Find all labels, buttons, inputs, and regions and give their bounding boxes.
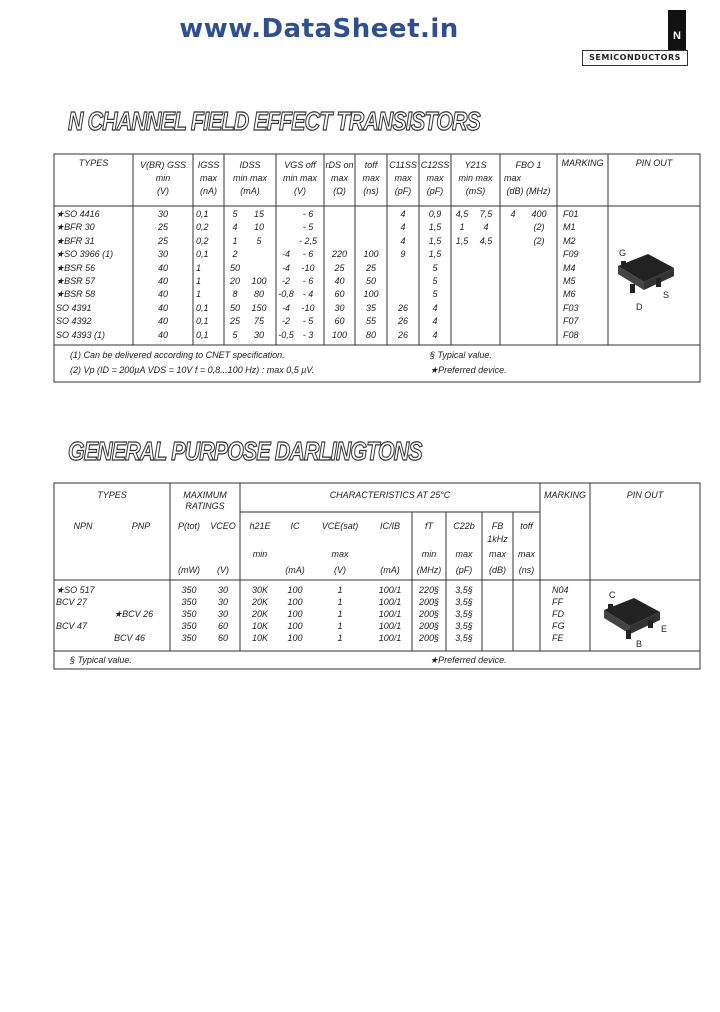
fet-cell-toff: 35 bbox=[365, 302, 376, 313]
darl-pin-c: C bbox=[609, 590, 616, 600]
darl-cell-ft: 200§ bbox=[418, 609, 440, 619]
darl-cell-ptot: 350 bbox=[181, 621, 197, 631]
fet-cell-vgs-max: - 3 bbox=[302, 329, 314, 340]
darl-header-ft-min: min bbox=[421, 549, 437, 559]
fet-cell-vgs-max: -10 bbox=[301, 262, 315, 273]
fet-cell-marking: F08 bbox=[563, 329, 579, 340]
fet-header-c11ss: C11SS bbox=[389, 160, 417, 170]
darl-header-vce-max: max bbox=[331, 549, 349, 559]
darl-cell-h21e: 20K bbox=[251, 597, 268, 607]
darl-header-fb-max: max bbox=[488, 549, 506, 559]
fet-header-idss-sub: min max bbox=[232, 173, 267, 183]
fet-cell-rds: 60 bbox=[334, 289, 345, 300]
fet-cell-idss-max: 100 bbox=[251, 276, 267, 286]
fet-cell-vgs-min: -2 bbox=[281, 276, 290, 286]
fet-cell-vgs-max: - 6 bbox=[302, 276, 314, 286]
fet-cell-idss-max: 10 bbox=[253, 222, 264, 233]
fet-header-marking: MARKING bbox=[561, 158, 604, 168]
darl-cell-npn: BCV 27 bbox=[56, 597, 88, 607]
fet-cell-c11: 26 bbox=[397, 329, 408, 340]
darl-cell-ic: 100 bbox=[287, 633, 303, 643]
darl-unit-c22b: (pF) bbox=[455, 565, 473, 575]
fet-cell-type: ★SO 3966 (1) bbox=[56, 249, 114, 260]
fet-cell-idss-max: 5 bbox=[256, 235, 262, 246]
fet-header-igss-sub: max bbox=[199, 173, 217, 183]
darl-header-ic: IC bbox=[290, 521, 300, 531]
brand-logo: N bbox=[668, 10, 686, 50]
darl-cell-ft: 200§ bbox=[418, 621, 440, 631]
fet-cell-type: ★BSR 56 bbox=[56, 262, 96, 273]
fet-cell-vbr: 25 bbox=[157, 222, 168, 233]
fet-cell-marking: F09 bbox=[563, 249, 579, 260]
darl-header-pnp: PNP bbox=[131, 521, 151, 531]
darl-cell-icib: 100/1 bbox=[378, 597, 402, 607]
fet-cell-vgs-max: - 6 bbox=[302, 209, 314, 219]
fet-header-fbo: FBO 1 bbox=[515, 160, 542, 170]
fet-cell-c12: 0,9 bbox=[428, 209, 442, 219]
fet-header-c12ss-unit: (pF) bbox=[426, 186, 444, 196]
darl-header-vcesat: VCE(sat) bbox=[321, 521, 359, 531]
fet-cell-vgs-min: -2 bbox=[281, 316, 290, 327]
fet-cell-vgs-min: -4 bbox=[281, 249, 290, 260]
fet-cell-vgs-max: - 5 bbox=[302, 222, 314, 233]
fet-cell-idss-min: 4 bbox=[232, 222, 238, 233]
darl-cell-c22b: 3,5§ bbox=[455, 597, 473, 607]
darl-note-typical: § Typical value. bbox=[70, 655, 132, 665]
fet-cell-c12: 4 bbox=[432, 316, 438, 327]
darl-unit-ic: (mA) bbox=[285, 565, 305, 575]
fet-header-igss: IGSS bbox=[197, 160, 220, 170]
darl-cell-c22b: 3,5§ bbox=[455, 585, 473, 595]
darl-header-marking: MARKING bbox=[543, 490, 586, 500]
fet-cell-vbr: 40 bbox=[157, 316, 168, 327]
fet-header-c12ss-sub: max bbox=[426, 173, 444, 183]
darl-pin-e: E bbox=[661, 624, 668, 634]
fet-header-rdson: rDS on bbox=[325, 160, 354, 170]
fet-cell-idss-min: 50 bbox=[229, 302, 240, 313]
fet-cell-c11: 4 bbox=[400, 209, 406, 219]
fet-cell-fbo-mhz: (2) bbox=[533, 222, 545, 233]
fet-cell-rds: 25 bbox=[334, 262, 345, 273]
darl-cell-vcesat: 1 bbox=[337, 621, 343, 631]
fet-cell-marking: M4 bbox=[563, 262, 576, 273]
darl-cell-marking: FF bbox=[552, 597, 563, 607]
fet-cell-fbo-db: 4 bbox=[510, 209, 516, 219]
fet-cell-type: ★BFR 31 bbox=[56, 235, 95, 246]
fet-cell-c11: 26 bbox=[397, 316, 408, 327]
brand-name: SEMICONDUCTORS bbox=[582, 50, 688, 66]
darl-cell-vcesat: 1 bbox=[337, 597, 343, 607]
darl-header-toff-max: max bbox=[517, 549, 535, 559]
fet-cell-idss-min: 5 bbox=[232, 329, 238, 340]
fet-header-pinout: PIN OUT bbox=[635, 158, 673, 168]
fet-header-y21s-sub: min max bbox=[458, 173, 493, 183]
fet-cell-type: SO 4393 (1) bbox=[56, 329, 106, 340]
fet-cell-idss-min: 8 bbox=[232, 289, 238, 300]
fet-cell-vgs-min: -0,5 bbox=[278, 329, 294, 340]
fet-cell-y21s-min: 4,5 bbox=[455, 209, 469, 219]
fet-header-toff: toff bbox=[364, 160, 378, 170]
fet-cell-vgs-max: - 2,5 bbox=[298, 235, 317, 246]
darl-header-h21e-min: min bbox=[252, 549, 268, 559]
darl-header-max-ratings: MAXIMUM RATINGS bbox=[183, 490, 227, 511]
fet-cell-type: SO 4391 bbox=[56, 302, 92, 313]
darl-cell-marking: FG bbox=[552, 621, 565, 631]
fet-cell-c11: 9 bbox=[400, 249, 406, 260]
darl-cell-h21e: 30K bbox=[251, 585, 268, 595]
fet-cell-rds: 100 bbox=[331, 329, 348, 340]
darl-cell-icib: 100/1 bbox=[378, 621, 402, 631]
darl-cell-npn: ★SO 517 bbox=[56, 585, 95, 595]
fet-note-typical: § Typical value. bbox=[430, 350, 492, 360]
darl-header-fb: FB bbox=[491, 521, 504, 531]
darl-cell-ic: 100 bbox=[287, 597, 303, 607]
fet-cell-vbr: 40 bbox=[157, 302, 168, 313]
darl-unit-toff: (ns) bbox=[518, 565, 535, 575]
fet-cell-c12: 1,5 bbox=[428, 235, 442, 246]
fet-cell-igss: 0,1 bbox=[196, 302, 209, 313]
fet-cell-rds: 60 bbox=[334, 316, 345, 327]
fet-cell-vbr: 30 bbox=[157, 249, 168, 260]
fet-header-idss: IDSS bbox=[239, 160, 261, 170]
fet-cell-marking: F03 bbox=[563, 302, 579, 313]
darl-cell-h21e: 20K bbox=[251, 609, 268, 619]
fet-cell-marking: F07 bbox=[563, 316, 579, 327]
fet-cell-igss: 0,1 bbox=[196, 209, 209, 219]
fet-cell-igss: 0,1 bbox=[196, 329, 209, 340]
fet-cell-marking: F01 bbox=[563, 209, 579, 219]
darl-cell-vcesat: 1 bbox=[337, 633, 343, 643]
fet-cell-idss-min: 5 bbox=[232, 209, 238, 219]
fet-cell-y21s-max: 4,5 bbox=[479, 235, 493, 246]
fet-cell-c12: 1,5 bbox=[428, 222, 442, 233]
darl-unit-fb: (dB) bbox=[488, 565, 506, 575]
fet-pin-s: S bbox=[663, 290, 670, 300]
fet-cell-c11: 26 bbox=[397, 302, 408, 313]
fet-cell-toff: 80 bbox=[365, 329, 376, 340]
fet-cell-vgs-max: -10 bbox=[301, 302, 315, 313]
fet-header-vgsoff: VGS off bbox=[284, 160, 316, 170]
sot23-darlington-package-drawing bbox=[598, 592, 670, 650]
darl-unit-vceo: (V) bbox=[217, 565, 229, 575]
darl-unit-ft: (MHz) bbox=[416, 565, 442, 575]
darl-header-h21e: h21E bbox=[249, 521, 271, 531]
fet-cell-y21s-min: 1 bbox=[459, 222, 465, 233]
fet-note-preferred: ★Preferred device. bbox=[430, 365, 507, 375]
fet-cell-igss: 1 bbox=[196, 289, 202, 300]
fet-cell-toff: 55 bbox=[365, 316, 376, 327]
fet-cell-y21s-max: 4 bbox=[483, 222, 489, 233]
darl-cell-ic: 100 bbox=[287, 609, 303, 619]
fet-cell-c12: 4 bbox=[432, 302, 438, 313]
fet-cell-c11: 4 bbox=[400, 235, 406, 246]
fet-cell-igss: 0,2 bbox=[196, 222, 209, 233]
darl-cell-ic: 100 bbox=[287, 621, 303, 631]
darl-header-pinout: PIN OUT bbox=[626, 490, 664, 500]
fet-cell-vgs-min: -4 bbox=[281, 262, 290, 273]
fet-header-vbr-unit: (V) bbox=[157, 186, 169, 196]
darl-header-characteristics: CHARACTERISTICS AT 25°C bbox=[329, 490, 451, 500]
fet-header-c12ss: C12SS bbox=[420, 160, 450, 170]
fet-cell-c12: 5 bbox=[432, 289, 438, 300]
darl-cell-ptot: 350 bbox=[181, 633, 197, 643]
fet-cell-marking: M6 bbox=[563, 289, 576, 300]
darl-cell-vceo: 60 bbox=[217, 633, 228, 643]
fet-cell-vbr: 40 bbox=[157, 289, 168, 300]
fet-cell-vgs-max: - 5 bbox=[302, 316, 314, 327]
fet-cell-idss-max: 30 bbox=[253, 329, 264, 340]
fet-header-vgsoff-unit: (V) bbox=[294, 186, 306, 196]
darl-cell-ptot: 350 bbox=[181, 597, 197, 607]
darl-cell-vcesat: 1 bbox=[337, 609, 343, 619]
fet-cell-fbo-mhz: 400 bbox=[531, 209, 547, 219]
fet-cell-igss: 0,1 bbox=[196, 249, 209, 260]
fet-cell-type: ★BFR 30 bbox=[56, 222, 95, 233]
fet-header-igss-unit: (nA) bbox=[199, 186, 217, 196]
fet-cell-idss-max: 15 bbox=[253, 209, 264, 219]
fet-cell-type: SO 4392 bbox=[56, 316, 92, 327]
fet-header-fbo-sub: max bbox=[504, 173, 522, 183]
darl-header-npn: NPN bbox=[73, 521, 93, 531]
fet-note-2: (2) Vp (ID = 200µA VDS = 10V f = 0,8...100 Hz) : max 0,5 µV. bbox=[70, 365, 315, 375]
fet-header-fbo-unit: (dB) (MHz) bbox=[506, 186, 551, 196]
fet-cell-idss-max: 75 bbox=[253, 316, 264, 327]
darl-cell-icib: 100/1 bbox=[378, 585, 402, 595]
darl-header-types: TYPES bbox=[97, 490, 127, 500]
fet-header-y21s: Y21S bbox=[464, 160, 487, 170]
darl-cell-vceo: 30 bbox=[217, 609, 228, 619]
fet-cell-igss: 1 bbox=[196, 262, 202, 273]
fet-cell-type: ★SO 4416 bbox=[56, 209, 100, 219]
darl-header-vceo: VCEO bbox=[210, 521, 236, 531]
fet-cell-idss-max: 150 bbox=[251, 302, 267, 313]
fet-cell-fbo-mhz: (2) bbox=[533, 235, 545, 246]
fet-header-vgsoff-sub: min max bbox=[282, 173, 317, 183]
darl-cell-marking: FE bbox=[552, 633, 564, 643]
fet-header-vbr-sub: min bbox=[155, 173, 171, 183]
darl-cell-ptot: 350 bbox=[181, 609, 197, 619]
fet-header-idss-unit: (mA) bbox=[240, 186, 260, 196]
darl-pin-b: B bbox=[636, 639, 643, 649]
fet-cell-marking: M2 bbox=[563, 235, 576, 246]
fet-cell-type: ★BSR 57 bbox=[56, 276, 96, 286]
darl-cell-h21e: 10K bbox=[251, 633, 268, 643]
fet-cell-vbr: 30 bbox=[157, 209, 168, 219]
fet-header-toff-sub: max bbox=[362, 173, 380, 183]
fet-header-vbr: V(BR) GSS bbox=[139, 160, 186, 170]
darl-cell-h21e: 10K bbox=[251, 621, 268, 631]
fet-header-rdson-sub: max bbox=[330, 173, 348, 183]
darl-cell-pnp: BCV 46 bbox=[114, 633, 146, 643]
fet-cell-c12: 1,5 bbox=[428, 249, 442, 260]
fet-cell-idss-min: 20 bbox=[229, 276, 240, 286]
fet-cell-toff: 100 bbox=[363, 249, 379, 260]
fet-cell-toff: 25 bbox=[365, 262, 376, 273]
fet-cell-c11: 4 bbox=[400, 222, 406, 233]
fet-cell-idss-max: 80 bbox=[253, 289, 264, 300]
darl-cell-vceo: 30 bbox=[217, 597, 228, 607]
fet-cell-vgs-max: - 4 bbox=[302, 289, 314, 300]
fet-header-c11ss-unit: (pF) bbox=[394, 186, 412, 196]
darl-cell-vceo: 30 bbox=[217, 585, 228, 595]
fet-cell-vbr: 40 bbox=[157, 329, 168, 340]
fet-cell-rds: 30 bbox=[334, 302, 345, 313]
fet-cell-idss-min: 1 bbox=[232, 235, 238, 246]
fet-cell-y21s-max: 7,5 bbox=[479, 209, 493, 219]
fet-cell-igss: 1 bbox=[196, 276, 202, 286]
darl-header-c22b-max: max bbox=[455, 549, 473, 559]
darl-cell-icib: 100/1 bbox=[378, 609, 402, 619]
fet-cell-marking: M5 bbox=[563, 276, 576, 286]
fet-cell-type: ★BSR 58 bbox=[56, 289, 96, 300]
fet-pin-g: G bbox=[619, 248, 627, 258]
darl-cell-pnp: ★BCV 26 bbox=[114, 609, 154, 619]
darl-cell-npn: BCV 47 bbox=[56, 621, 88, 631]
darl-cell-ft: 220§ bbox=[418, 585, 440, 595]
darl-header-icib: IC/IB bbox=[379, 521, 400, 531]
fet-header-y21s-unit: (mS) bbox=[465, 186, 486, 196]
darl-cell-c22b: 3,5§ bbox=[455, 609, 473, 619]
fet-cell-marking: M1 bbox=[563, 222, 576, 233]
fet-cell-idss-min: 25 bbox=[229, 316, 240, 327]
darl-cell-c22b: 3,5§ bbox=[455, 621, 473, 631]
site-watermark: www.DataSheet.in bbox=[179, 14, 459, 44]
fet-header-rdson-unit: (Ω) bbox=[333, 186, 346, 196]
darl-header-ptot: P(tot) bbox=[177, 521, 200, 531]
fet-cell-rds: 40 bbox=[334, 276, 345, 286]
fet-cell-vgs-min: -0,8 bbox=[278, 289, 294, 300]
darl-unit-ptot: (mW) bbox=[178, 565, 200, 575]
fet-section-title: N CHANNEL FIELD EFFECT TRANSISTORS bbox=[68, 106, 480, 136]
fet-cell-c12: 5 bbox=[432, 276, 438, 286]
fet-cell-y21s-min: 1,5 bbox=[455, 235, 469, 246]
darl-header-fb-1khz: 1kHz bbox=[487, 534, 508, 544]
fet-cell-vbr: 40 bbox=[157, 262, 168, 273]
fet-cell-vgs-min: -4 bbox=[281, 302, 290, 313]
fet-cell-toff: 100 bbox=[363, 289, 379, 300]
fet-header-c11ss-sub: max bbox=[394, 173, 412, 183]
darl-unit-vce: (V) bbox=[334, 565, 346, 575]
fet-pin-d: D bbox=[636, 302, 643, 312]
fet-cell-vbr: 25 bbox=[157, 235, 168, 246]
fet-cell-c12: 5 bbox=[432, 262, 438, 273]
darl-cell-ft: 200§ bbox=[418, 633, 440, 643]
fet-cell-toff: 50 bbox=[365, 276, 376, 286]
fet-cell-vbr: 40 bbox=[157, 276, 168, 286]
darlington-section-title: GENERAL PURPOSE DARLINGTONS bbox=[68, 436, 422, 466]
darl-header-c22b: C22b bbox=[453, 521, 475, 531]
darl-cell-c22b: 3,5§ bbox=[455, 633, 473, 643]
darl-cell-marking: N04 bbox=[552, 585, 569, 595]
darl-cell-vceo: 60 bbox=[217, 621, 228, 631]
darl-header-toff: toff bbox=[520, 521, 533, 531]
darl-cell-ic: 100 bbox=[287, 585, 303, 595]
fet-note-1: (1) Can be delivered according to CNET specification. bbox=[70, 350, 285, 360]
fet-cell-idss-min: 2 bbox=[232, 249, 238, 260]
darl-cell-marking: FD bbox=[552, 609, 564, 619]
darl-header-ft: fT bbox=[425, 521, 433, 531]
fet-header-types: TYPES bbox=[78, 158, 109, 168]
darl-unit-icib: (mA) bbox=[380, 565, 400, 575]
fet-cell-igss: 0,2 bbox=[196, 235, 209, 246]
darl-cell-ft: 200§ bbox=[418, 597, 440, 607]
darl-cell-vcesat: 1 bbox=[337, 585, 343, 595]
darl-cell-icib: 100/1 bbox=[378, 633, 402, 643]
fet-cell-igss: 0,1 bbox=[196, 316, 209, 327]
darl-note-preferred: ★Preferred device. bbox=[430, 655, 507, 665]
fet-header-toff-unit: (ns) bbox=[363, 186, 379, 196]
fet-cell-vgs-max: - 6 bbox=[302, 249, 314, 260]
fet-cell-idss-min: 50 bbox=[229, 262, 240, 273]
darl-cell-ptot: 350 bbox=[181, 585, 197, 595]
fet-cell-c12: 4 bbox=[432, 329, 438, 340]
fet-cell-rds: 220 bbox=[331, 249, 348, 260]
